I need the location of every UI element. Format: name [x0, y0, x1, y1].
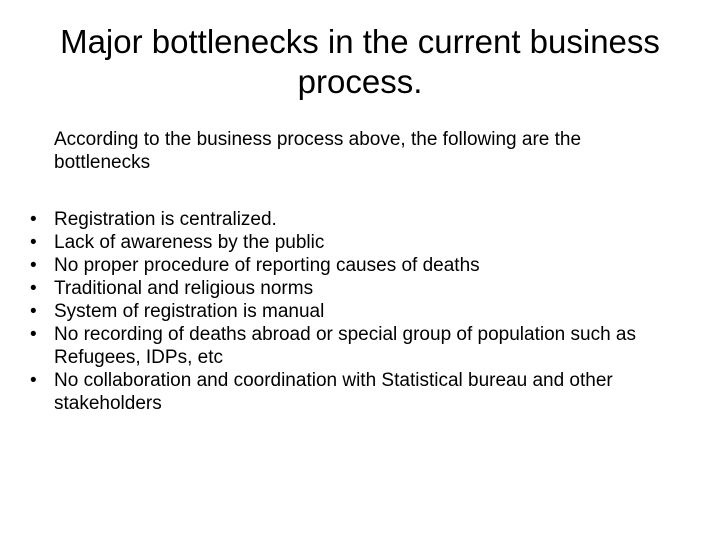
- list-item: [30, 369, 680, 415]
- slide-title: Major bottlenecks in the current business process.: [60, 23, 660, 100]
- intro-text: According to the business process above, the following are the bottlenecks: [54, 129, 582, 173]
- bullet-icon: •: [30, 278, 37, 299]
- list-item-text: No collaboration and coordination with Statistical bureau and other stakeholders: [54, 370, 613, 414]
- list-item-text: System of registration is manual: [54, 301, 325, 322]
- bullet-icon: •: [30, 324, 37, 345]
- list-item-text: No recording of deaths abroad or special group of population such as Refugees, IDPs, etc: [54, 324, 636, 368]
- list-item: [30, 277, 680, 300]
- list-item: [30, 231, 680, 254]
- list-item-text: Lack of awareness by the public: [54, 232, 325, 253]
- list-item: [30, 300, 680, 323]
- bullet-icon: •: [30, 301, 37, 322]
- list-item-text: Registration is centralized.: [54, 209, 277, 230]
- list-item: [30, 254, 680, 277]
- bullet-icon: •: [30, 370, 37, 391]
- bullet-icon: •: [30, 232, 37, 253]
- list-item-text: No proper procedure of reporting causes of deaths: [54, 255, 480, 276]
- list-item: [30, 323, 680, 369]
- bullet-icon: •: [30, 209, 37, 230]
- list-item-text: Traditional and religious norms: [54, 278, 314, 299]
- list-item: [30, 208, 680, 231]
- bottleneck-list: [30, 208, 680, 415]
- bullet-icon: •: [30, 255, 37, 276]
